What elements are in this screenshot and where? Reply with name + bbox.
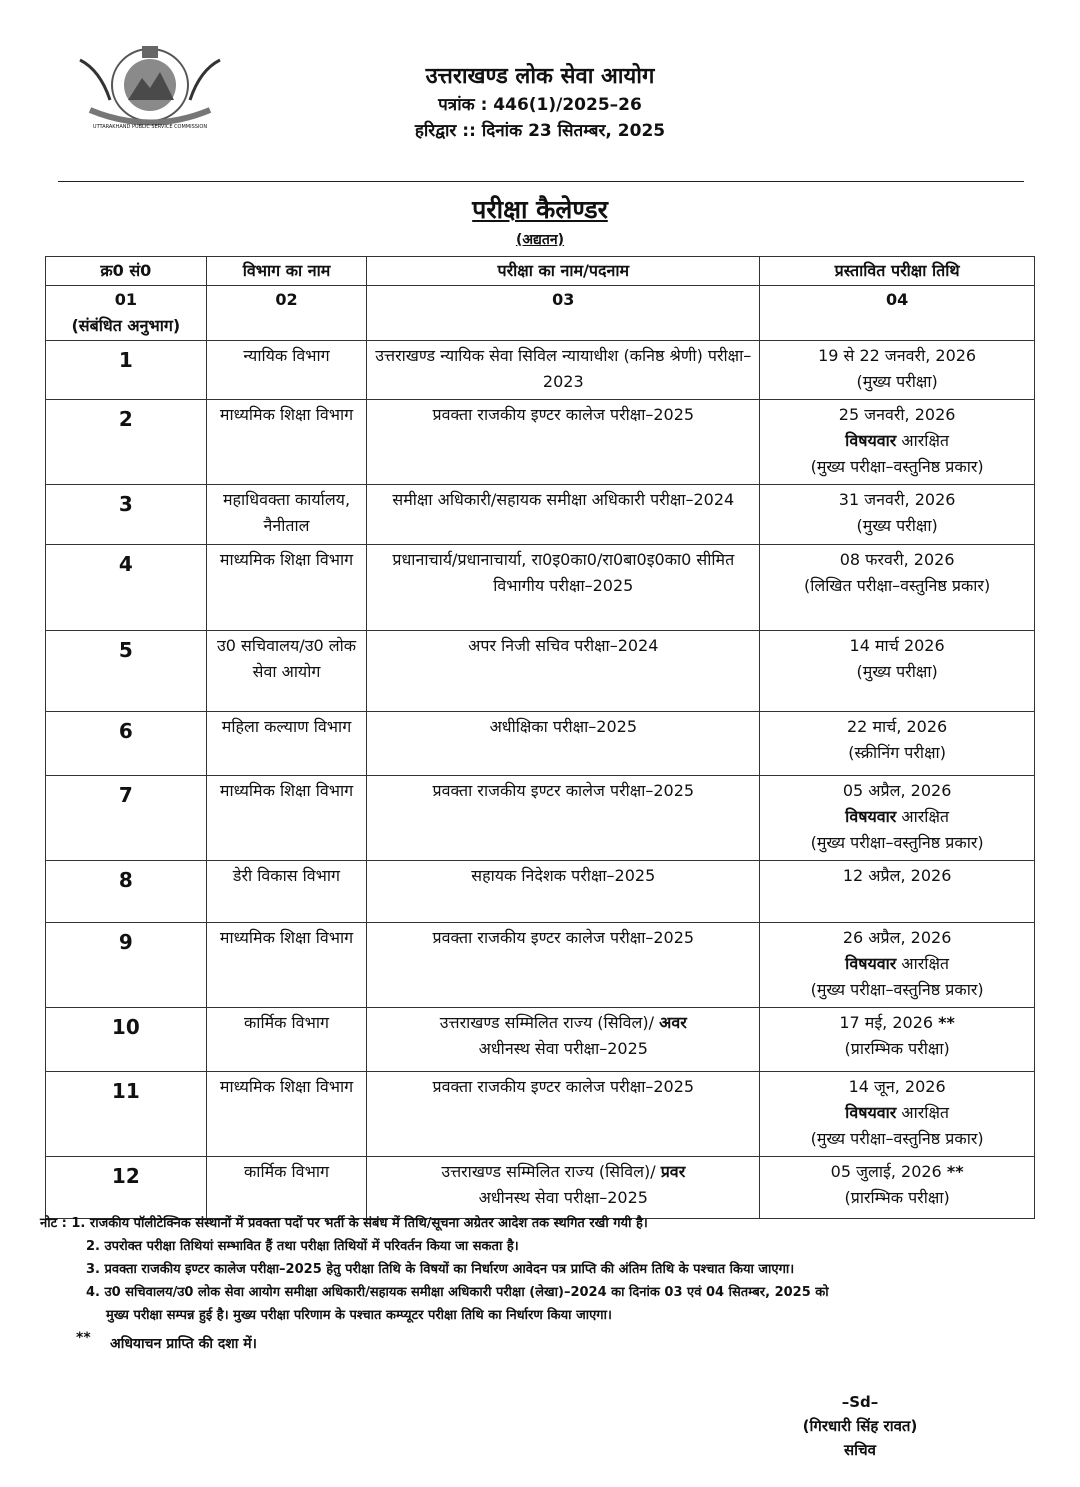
department-name: माध्यमिक शिक्षा विभाग — [206, 776, 367, 861]
serial-number: 12 — [46, 1157, 207, 1219]
column-number: 04 — [760, 286, 1035, 341]
logo-caption: UTTARAKHAND PUBLIC SERVICE COMMISSION — [92, 124, 208, 130]
department-name: न्यायिक विभाग — [206, 341, 367, 400]
letterhead — [300, 62, 780, 144]
exam-name: समीक्षा अधिकारी/सहायक समीक्षा अधिकारी परीक्षा–2024 — [367, 485, 760, 545]
department-name: माध्यमिक शिक्षा विभाग — [206, 545, 367, 631]
serial-number: 3 — [46, 485, 207, 545]
column-number: 02 — [206, 286, 367, 341]
exam-name: प्रवक्ता राजकीय इण्टर कालेज परीक्षा–2025 — [367, 776, 760, 861]
exam-date: 05 अप्रैल, 2026 विषयवार आरक्षित (मुख्य परीक्षा–वस्तुनिष्ठ प्रकार) — [760, 776, 1035, 861]
table-row — [46, 1072, 1035, 1157]
exam-date: 12 अप्रैल, 2026 — [760, 861, 1035, 923]
column-number: 01 (संबंधित अनुभाग) — [46, 286, 207, 341]
exam-date: 14 मार्च 2026 (मुख्य परीक्षा) — [760, 631, 1035, 712]
table-row — [46, 631, 1035, 712]
footnote-ref: ** — [938, 1013, 955, 1032]
notes-section — [40, 1212, 1050, 1327]
column-header: प्रस्तावित परीक्षा तिथि — [760, 257, 1035, 286]
exam-date: 08 फरवरी, 2026 (लिखित परीक्षा–वस्तुनिष्ठ प्रकार) — [760, 545, 1035, 631]
serial-number: 4 — [46, 545, 207, 631]
exam-calendar-table — [45, 256, 1035, 1219]
department-name: उ0 सचिवालय/उ0 लोक सेवा आयोग — [206, 631, 367, 712]
org-name: उत्तराखण्ड लोक सेवा आयोग — [425, 64, 655, 89]
reference-number: पत्रांक : 446(1)/2025–26 — [438, 95, 642, 115]
exam-date: 25 जनवरी, 2026 विषयवार आरक्षित (मुख्य परीक्षा–वस्तुनिष्ठ प्रकार) — [760, 400, 1035, 485]
table-row — [46, 400, 1035, 485]
column-header: क्र0 सं0 — [46, 257, 207, 286]
column-header: परीक्षा का नाम/पदनाम — [367, 257, 760, 286]
exam-name: उत्तराखण्ड सम्मिलित राज्य (सिविल)/ अवर अधीनस्थ सेवा परीक्षा–2025 — [367, 1008, 760, 1072]
signatory-designation: सचिव — [844, 1441, 876, 1459]
exam-name: प्रवक्ता राजकीय इण्टर कालेज परीक्षा–2025 — [367, 923, 760, 1008]
header-divider — [58, 181, 1024, 182]
exam-name: प्रधानाचार्य/प्रधानाचार्या, रा0इ0का0/रा0बा0इ0का0 सीमित विभागीय परीक्षा–2025 — [367, 545, 760, 631]
column-header: विभाग का नाम — [206, 257, 367, 286]
exam-name: सहायक निदेशक परीक्षा–2025 — [367, 861, 760, 923]
department-name: माध्यमिक शिक्षा विभाग — [206, 923, 367, 1008]
serial-number: 6 — [46, 712, 207, 776]
serial-number: 10 — [46, 1008, 207, 1072]
page-subtitle: (अद्यतन) — [515, 232, 565, 248]
table-row — [46, 341, 1035, 400]
table-row — [46, 545, 1035, 631]
exam-date: 14 जून, 2026 विषयवार आरक्षित (मुख्य परीक्षा–वस्तुनिष्ठ प्रकार) — [760, 1072, 1035, 1157]
page-title: परीक्षा कैलेण्डर — [472, 195, 608, 224]
commission-logo — [70, 40, 230, 135]
exam-date: 31 जनवरी, 2026 (मुख्य परीक्षा) — [760, 485, 1035, 545]
exam-name: अधीक्षिका परीक्षा–2025 — [367, 712, 760, 776]
serial-number: 1 — [46, 341, 207, 400]
exam-name: प्रवक्ता राजकीय इण्टर कालेज परीक्षा–2025 — [367, 1072, 760, 1157]
serial-number: 8 — [46, 861, 207, 923]
department-name: महाधिवक्ता कार्यालय, नैनीताल — [206, 485, 367, 545]
note-4: 4. उ0 सचिवालय/उ0 लोक सेवा आयोग समीक्षा अधिकारी/सहायक समीक्षा अधिकारी परीक्षा (लेखा)–2024 का दिनांक 03 एवं 04 सितम्बर, 2025 को — [86, 1285, 829, 1300]
footnote-mark: ** — [76, 1330, 91, 1346]
signatory-name: (गिरधारी सिंह रावत) — [802, 1417, 918, 1435]
issue-date: हरिद्वार :: दिनांक 23 सितम्बर, 2025 — [414, 121, 666, 141]
footnote-ref: ** — [946, 1162, 964, 1181]
serial-number: 7 — [46, 776, 207, 861]
serial-number: 11 — [46, 1072, 207, 1157]
serial-number: 9 — [46, 923, 207, 1008]
note-1: नोट : 1. राजकीय पॉलीटेक्निक संस्थानों में प्रवक्ता पदों पर भर्ती के संबंध में तिथि/सूचना अग्रेतर आदेश तक स्थगित रखी गयी है। — [40, 1216, 648, 1231]
exam-date: 26 अप्रैल, 2026 विषयवार आरक्षित (मुख्य परीक्षा–वस्तुनिष्ठ प्रकार) — [760, 923, 1035, 1008]
table-row — [46, 923, 1035, 1008]
department-name: महिला कल्याण विभाग — [206, 712, 367, 776]
serial-number: 5 — [46, 631, 207, 712]
table-row — [46, 776, 1035, 861]
table-subheader-row — [46, 286, 1035, 341]
table-row — [46, 1157, 1035, 1219]
department-name: माध्यमिक शिक्षा विभाग — [206, 400, 367, 485]
table-row — [46, 1008, 1035, 1072]
column-number: 03 — [367, 286, 760, 341]
exam-name: अपर निजी सचिव परीक्षा–2024 — [367, 631, 760, 712]
table-row — [46, 861, 1035, 923]
signature-block — [760, 1390, 960, 1462]
exam-date: 05 जुलाई, 2026 ** (प्रारम्भिक परीक्षा) — [760, 1157, 1035, 1219]
exam-date: 22 मार्च, 2026 (स्क्रीनिंग परीक्षा) — [760, 712, 1035, 776]
note-2: 2. उपरोक्त परीक्षा तिथियां सम्भावित हैं तथा परीक्षा तिथियों में परिवर्तन किया जा सकता है। — [86, 1239, 519, 1254]
department-name: माध्यमिक शिक्षा विभाग — [206, 1072, 367, 1157]
department-name: डेरी विकास विभाग — [206, 861, 367, 923]
exam-date: 19 से 22 जनवरी, 2026 (मुख्य परीक्षा) — [760, 341, 1035, 400]
table-row — [46, 485, 1035, 545]
exam-date: 17 मई, 2026 ** (प्रारम्भिक परीक्षा) — [760, 1008, 1035, 1072]
signed-mark: –Sd– — [841, 1393, 879, 1411]
department-name: कार्मिक विभाग — [206, 1157, 367, 1219]
note-3: 3. प्रवक्ता राजकीय इण्टर कालेज परीक्षा–2025 हेतु परीक्षा तिथि के विषयों का निर्धारण आवेदन पत्र प्राप्ति की अंतिम तिथि के पश्चात किया जाएगा। — [86, 1262, 795, 1277]
department-name: कार्मिक विभाग — [206, 1008, 367, 1072]
table-row — [46, 712, 1035, 776]
exam-name: उत्तराखण्ड न्यायिक सेवा सिविल न्यायाधीश (कनिष्ठ श्रेणी) परीक्षा–2023 — [367, 341, 760, 400]
footnote-text: अधियाचन प्राप्ति की दशा में। — [110, 1336, 257, 1352]
exam-name: प्रवक्ता राजकीय इण्टर कालेज परीक्षा–2025 — [367, 400, 760, 485]
note-4-continued: मुख्य परीक्षा सम्पन्न हुई है। मुख्य परीक्षा परिणाम के पश्चात कम्प्यूटर परीक्षा तिथि का निर्धारण किया जाएगा। — [106, 1308, 612, 1323]
exam-name: उत्तराखण्ड सम्मिलित राज्य (सिविल)/ प्रवर अधीनस्थ सेवा परीक्षा–2025 — [367, 1157, 760, 1219]
table-header-row — [46, 257, 1035, 286]
serial-number: 2 — [46, 400, 207, 485]
